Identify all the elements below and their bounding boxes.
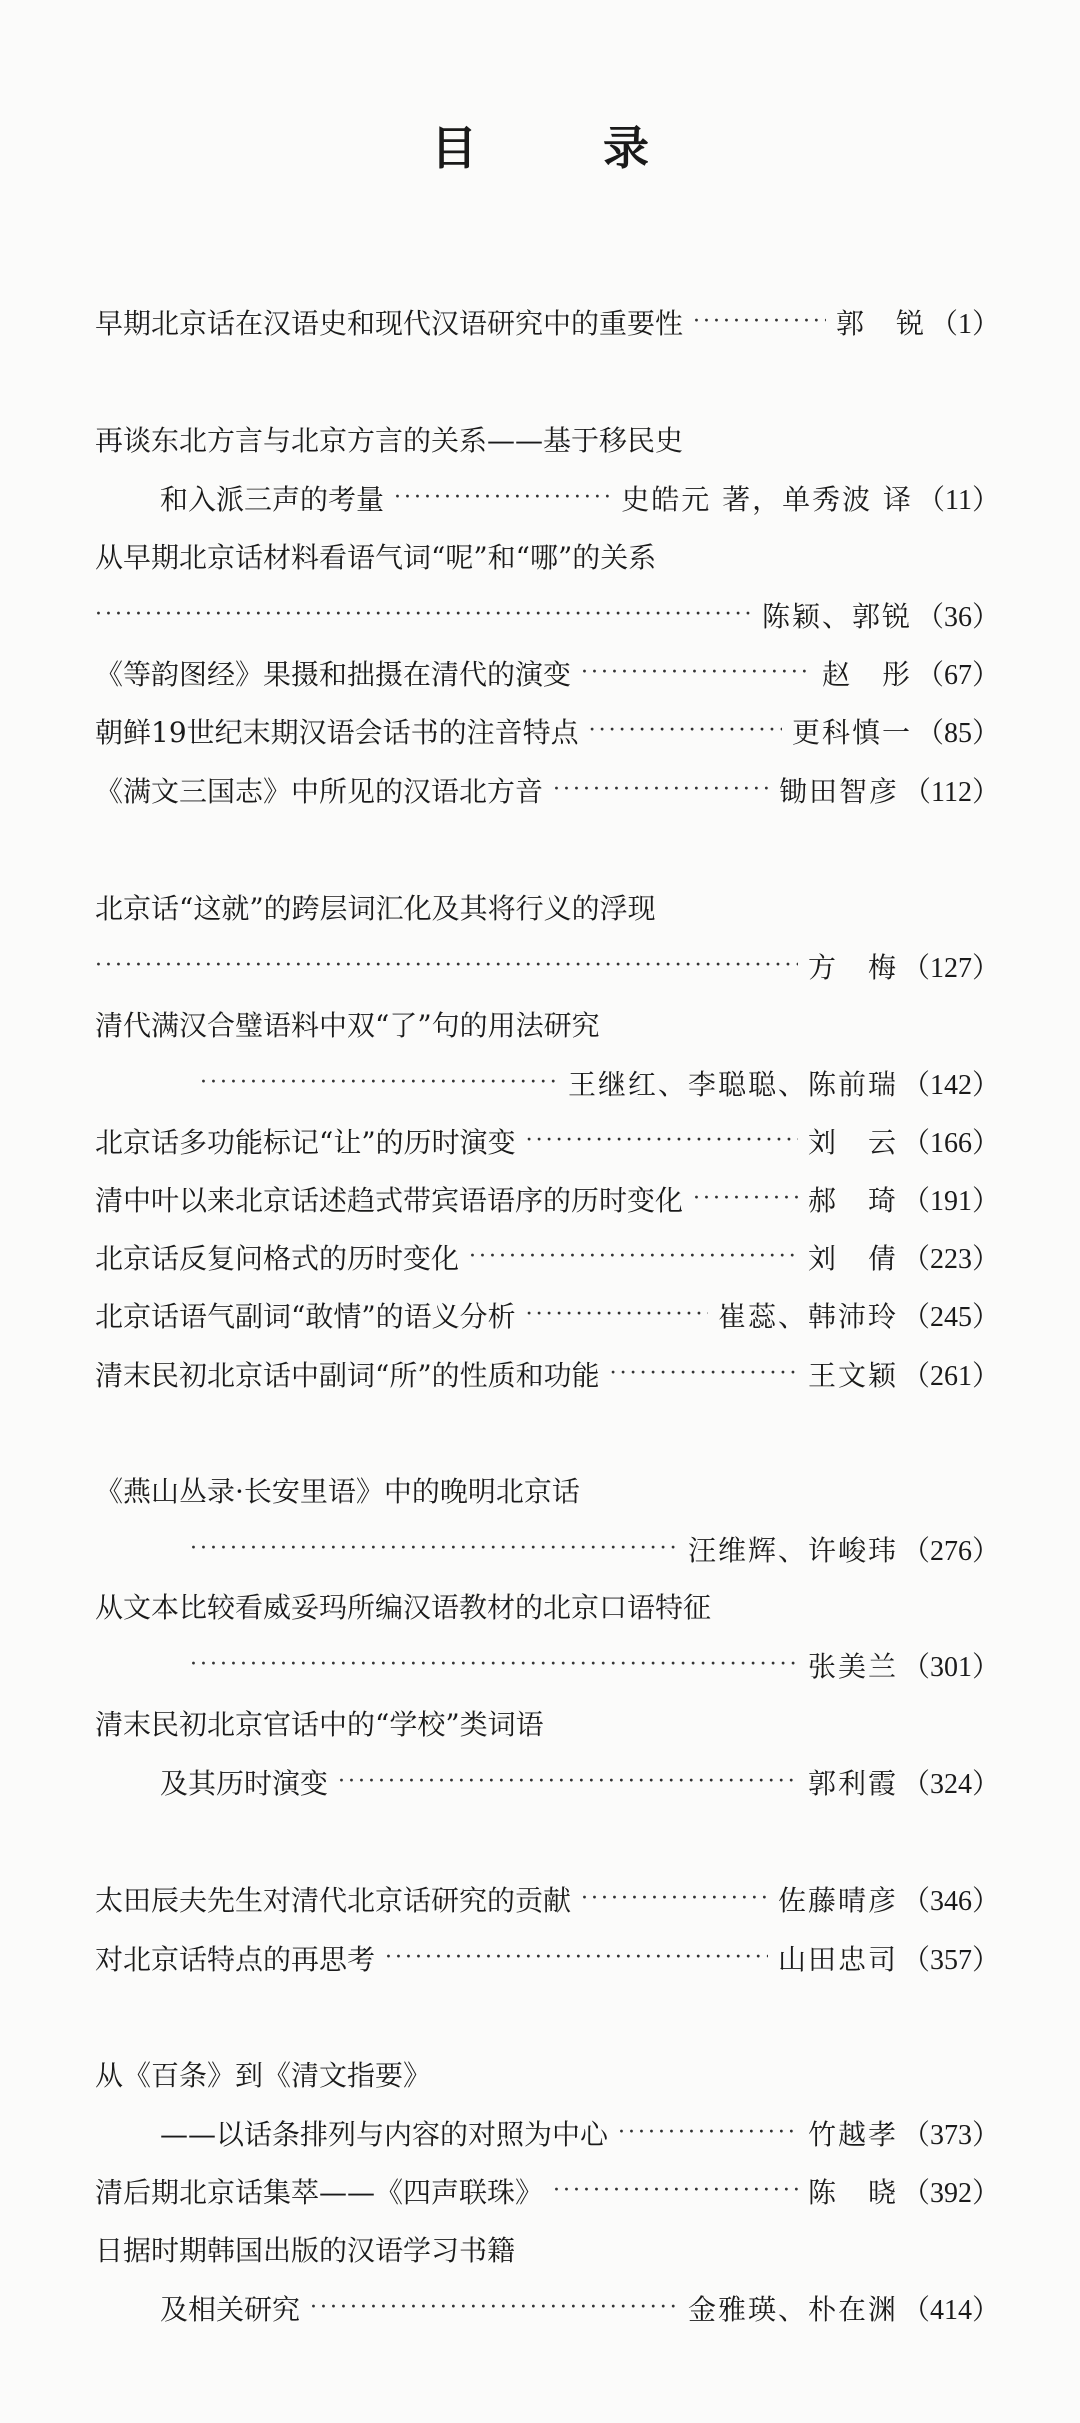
leader-dots <box>469 1235 798 1279</box>
entry-page: （112） <box>903 777 1000 808</box>
leader-dots <box>526 1293 708 1337</box>
leader-dots <box>95 593 752 637</box>
entry-author: 郝 琦 <box>807 1184 898 1217</box>
entry-author: 金雅瑛、朴在渊 <box>687 2293 898 2326</box>
entry-author: 崔蕊、韩沛玲 <box>717 1300 898 1333</box>
toc-entry <box>95 1235 1000 1279</box>
entry-title-cont: 及其历时演变 <box>160 1767 329 1800</box>
leader-dots <box>526 1119 798 1163</box>
entry-title: 清末民初北京话中副词“所”的性质和功能 <box>95 1359 600 1392</box>
entry-page: （11） <box>917 485 1000 516</box>
entry-title: 《等韵图经》果摄和拙摄在清代的演变 <box>95 658 572 691</box>
leader-dots <box>581 651 812 695</box>
toc-entry-line1 <box>95 885 1000 929</box>
entry-title: 早期北京话在汉语史和现代汉语研究中的重要性 <box>95 307 684 340</box>
entry-title: 《燕山丛录·长安里语》中的晚明北京话 <box>95 1475 580 1508</box>
leader-dots <box>310 2286 678 2330</box>
entry-page: （276） <box>901 1536 1000 1567</box>
entry-author: 方 梅 <box>807 951 898 984</box>
entry-title: 再谈东北方言与北京方言的关系——基于移民史 <box>95 424 684 457</box>
toc-entry-line1 <box>95 1468 1000 1512</box>
entry-title: 清后期北京话集萃——《四声联珠》 <box>95 2176 544 2209</box>
toc-entry-line2 <box>160 1061 1000 1105</box>
toc-entry <box>95 1877 1000 1921</box>
entry-page: （346） <box>901 1886 1000 1917</box>
entry-page: （1） <box>929 309 1000 340</box>
entry-page: （357） <box>901 1945 1000 1976</box>
entry-author: 赵 彤 <box>821 658 912 691</box>
entry-author: 郭利霞 <box>807 1767 898 1800</box>
toc-entry <box>95 1177 1000 1221</box>
entry-author: 陈 晓 <box>807 2176 898 2209</box>
entry-author: 佐藤晴彦 <box>777 1884 898 1917</box>
entry-author: 山田忠司 <box>777 1943 898 1976</box>
toc-entry-line1 <box>95 1002 1000 1046</box>
entry-page: （261） <box>901 1361 1000 1392</box>
entry-page: （166） <box>901 1128 1000 1159</box>
leader-dots <box>95 944 798 988</box>
entry-page: （36） <box>915 602 1000 633</box>
entry-title: 从《百条》到《清文指要》 <box>95 2059 432 2092</box>
entry-title-cont: 及相关研究 <box>160 2293 301 2326</box>
toc-entry-line2 <box>160 1760 1000 1804</box>
entry-page: （301） <box>901 1652 1000 1683</box>
entry-page: （85） <box>915 718 1000 749</box>
entry-title: 北京话“这就”的跨层词汇化及其将行义的浮现 <box>95 892 656 925</box>
leader-dots <box>190 1643 798 1687</box>
leader-dots <box>693 1177 798 1221</box>
entry-title: 从文本比较看威妥玛所编汉语教材的北京口语特征 <box>95 1591 712 1624</box>
leader-dots <box>394 476 611 520</box>
entry-title: 对北京话特点的再思考 <box>95 1943 376 1976</box>
leader-dots <box>200 1061 558 1105</box>
toc-entry <box>95 651 1000 695</box>
entry-page: （414） <box>901 2295 1000 2326</box>
toc-entry-line2 <box>160 2111 1000 2155</box>
entry-title: 从早期北京话材料看语气词“呢”和“哪”的关系 <box>95 541 657 574</box>
toc-entry-line2 <box>95 944 1000 988</box>
entry-page: （127） <box>901 953 1000 984</box>
toc-entry <box>95 2169 1000 2213</box>
toc-entry-line1 <box>95 1701 1000 1745</box>
entry-title: 清中叶以来北京话述趋式带宾语语序的历时变化 <box>95 1184 684 1217</box>
entry-title: 清代满汉合璧语料中双“了”句的用法研究 <box>95 1009 600 1042</box>
entry-page: （373） <box>901 2120 1000 2151</box>
toc-entry <box>95 1119 1000 1163</box>
entry-page: （245） <box>901 1302 1000 1333</box>
toc-entry <box>95 1936 1000 1980</box>
leader-dots <box>693 300 826 344</box>
leader-dots <box>338 1760 798 1804</box>
entry-author: 刘 倩 <box>807 1242 898 1275</box>
leader-dots <box>581 1877 768 1921</box>
leader-dots <box>589 709 782 753</box>
toc-entry-line1 <box>95 417 1000 461</box>
entry-title: 北京话语气副词“敢情”的语义分析 <box>95 1300 516 1333</box>
toc-entry-line2 <box>160 476 1000 520</box>
toc-entry <box>95 300 1000 344</box>
toc-entry-line2 <box>95 593 1000 637</box>
toc-entry <box>95 1293 1000 1337</box>
entry-author: 锄田智彦 <box>779 775 900 808</box>
entry-title-cont: ——以话条排列与内容的对照为中心 <box>160 2118 609 2151</box>
entry-author: 更科慎一 <box>791 716 912 749</box>
entry-page: （392） <box>901 2178 1000 2209</box>
leader-dots <box>610 1352 798 1396</box>
leader-dots <box>553 2169 798 2213</box>
toc-entry <box>95 1352 1000 1396</box>
entry-title-cont: 和入派三声的考量 <box>160 483 385 516</box>
entry-title: 清末民初北京官话中的“学校”类词语 <box>95 1708 544 1741</box>
page-title: 目 录 <box>431 121 689 175</box>
entry-author: 王继红、李聪聪、陈前瑞 <box>567 1068 898 1101</box>
entry-title: 太田辰夫先生对清代北京话研究的贡献 <box>95 1884 572 1917</box>
entry-author: 陈颖、郭锐 <box>761 600 912 633</box>
toc-entry-line2 <box>160 2286 1000 2330</box>
toc-entry-line1 <box>95 534 1000 578</box>
toc-entry-line1 <box>95 1584 1000 1628</box>
entry-page: （223） <box>901 1244 1000 1275</box>
leader-dots <box>385 1936 768 1980</box>
entry-author: 刘 云 <box>807 1126 898 1159</box>
entry-page: （191） <box>901 1186 1000 1217</box>
entry-author: 郭 锐 <box>835 307 926 340</box>
entry-title: 朝鲜19世纪末期汉语会话书的注音特点 <box>95 716 579 749</box>
entry-page: （67） <box>915 660 1000 691</box>
entry-title: 《满文三国志》中所见的汉语北方音 <box>95 775 544 808</box>
toc-entry-line2 <box>160 1527 1000 1571</box>
toc-entry-line2 <box>160 1643 1000 1687</box>
entry-author: 史皓元 著，单秀波 译 <box>621 483 914 516</box>
entry-author: 竹越孝 <box>807 2118 898 2151</box>
entry-title: 日据时期韩国出版的汉语学习书籍 <box>95 2234 516 2267</box>
entry-page: （142） <box>901 1070 1000 1101</box>
entry-page: （324） <box>901 1769 1000 1800</box>
entry-title: 北京话反复问格式的历时变化 <box>95 1242 460 1275</box>
toc-entry-line1 <box>95 2227 1000 2271</box>
toc-entry <box>95 768 1000 812</box>
toc-entry-line1 <box>95 2052 1000 2096</box>
leader-dots <box>553 768 769 812</box>
leader-dots <box>618 2111 798 2155</box>
entry-author: 汪维辉、许峻玮 <box>687 1534 898 1567</box>
entry-author: 王文颖 <box>807 1359 898 1392</box>
entry-author: 张美兰 <box>807 1650 898 1683</box>
toc-entry <box>95 709 1000 753</box>
entry-title: 北京话多功能标记“让”的历时演变 <box>95 1126 516 1159</box>
leader-dots <box>190 1527 678 1571</box>
